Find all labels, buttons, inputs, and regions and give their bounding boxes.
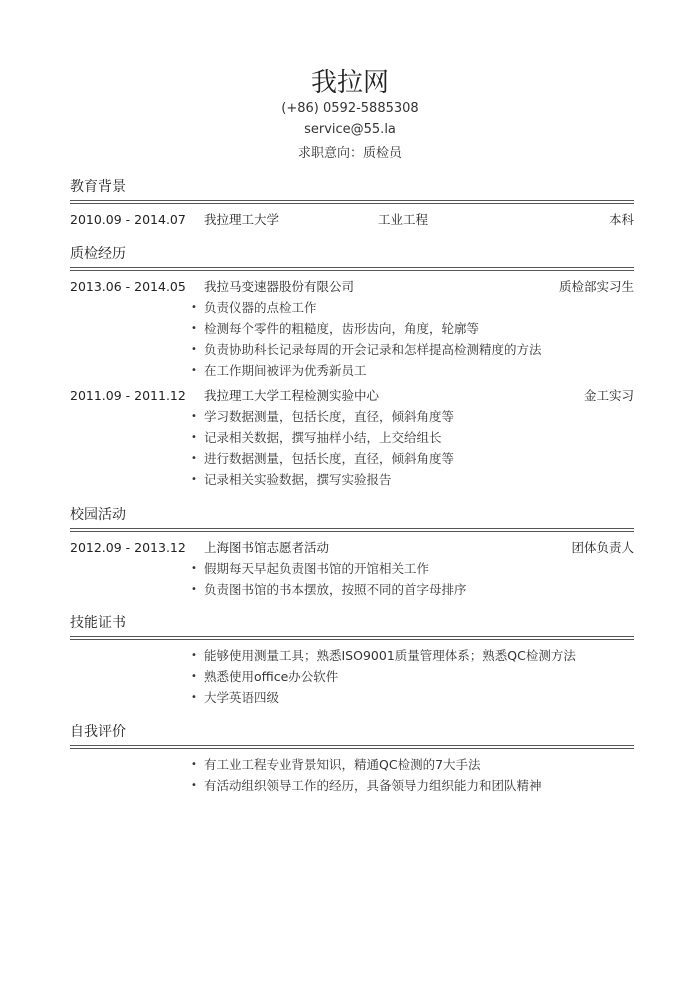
bullet-icon: • bbox=[191, 432, 197, 443]
list-item-text: 检测每个零件的粗糙度，齿形齿向，角度，轮廓等 bbox=[204, 321, 480, 336]
section-education bbox=[70, 177, 634, 230]
section-divider bbox=[70, 267, 634, 271]
bullet-icon: • bbox=[191, 344, 197, 355]
experience-row bbox=[70, 276, 634, 297]
list-item bbox=[70, 297, 634, 318]
list-item bbox=[70, 360, 634, 381]
list-item-text: 记录相关数据，撰写抽样小结，上交给组长 bbox=[204, 430, 442, 445]
bullet-icon: • bbox=[191, 302, 197, 313]
section-campus bbox=[70, 505, 634, 600]
campus-row bbox=[70, 537, 634, 558]
section-divider bbox=[70, 745, 634, 749]
bullet-icon: • bbox=[191, 474, 197, 485]
education-degree: 本科 bbox=[608, 212, 634, 227]
section-skills bbox=[70, 613, 634, 708]
campus-role: 团体负责人 bbox=[571, 540, 634, 555]
list-item bbox=[70, 427, 634, 448]
list-item bbox=[70, 448, 634, 469]
section-title: 技能证书 bbox=[70, 615, 126, 631]
bullet-icon: • bbox=[191, 584, 197, 595]
list-item-text: 记录相关实验数据，撰写实验报告 bbox=[204, 472, 392, 487]
list-item-text: 有活动组织领导工作的经历，具备领导力组织能力和团队精神 bbox=[204, 778, 542, 793]
section-title: 校园活动 bbox=[70, 507, 126, 523]
list-item bbox=[70, 754, 634, 775]
bullet-icon: • bbox=[191, 411, 197, 422]
campus-date: 2012.09 - 2013.12 bbox=[70, 540, 186, 555]
resume-name: 我拉网 bbox=[310, 68, 389, 98]
bullet-icon: • bbox=[191, 563, 197, 574]
list-item bbox=[70, 645, 634, 666]
list-item-text: 进行数据测量，包括长度，直径，倾斜角度等 bbox=[204, 451, 455, 466]
bullet-icon: • bbox=[191, 453, 197, 464]
contact-email: service@55.la bbox=[304, 122, 396, 137]
skills-bullets bbox=[70, 645, 634, 708]
list-item bbox=[70, 775, 634, 796]
campus-org: 上海图书馆志愿者活动 bbox=[204, 540, 330, 555]
bullet-icon: • bbox=[191, 780, 197, 791]
section-divider bbox=[70, 200, 634, 204]
bullet-icon: • bbox=[191, 692, 197, 703]
section-title: 质检经历 bbox=[70, 246, 126, 262]
list-item-text: 负责仪器的点检工作 bbox=[204, 300, 317, 315]
experience-row bbox=[70, 385, 634, 406]
list-item-text: 大学英语四级 bbox=[204, 690, 280, 705]
self-bullets bbox=[70, 754, 634, 796]
list-item-text: 假期每天早起负责图书馆的开馆相关工作 bbox=[204, 561, 430, 576]
education-major: 工业工程 bbox=[378, 212, 429, 227]
list-item bbox=[70, 687, 634, 708]
list-item-text: 在工作期间被评为优秀新员工 bbox=[204, 363, 367, 378]
education-row bbox=[70, 209, 634, 230]
bullet-icon: • bbox=[191, 365, 197, 376]
job-objective: 求职意向：质检员 bbox=[297, 146, 402, 161]
list-item bbox=[70, 406, 634, 427]
list-item bbox=[70, 339, 634, 360]
list-item bbox=[70, 666, 634, 687]
contact-phone: (+86) 0592-5885308 bbox=[281, 101, 419, 116]
experience-role: 金工实习 bbox=[583, 388, 634, 403]
list-item-text: 有工业工程专业背景知识，精通QC检测的7大手法 bbox=[204, 757, 481, 772]
education-school: 我拉理工大学 bbox=[204, 212, 280, 227]
section-title: 教育背景 bbox=[70, 179, 126, 195]
section-title: 自我评价 bbox=[70, 724, 126, 740]
list-item bbox=[70, 558, 634, 579]
experience-date: 2011.09 - 2011.12 bbox=[70, 388, 186, 403]
list-item-text: 能够使用测量工具；熟悉ISO9001质量管理体系；熟悉QC检测方法 bbox=[204, 648, 576, 663]
experience-org: 我拉理工大学工程检测实验中心 bbox=[204, 388, 380, 403]
bullet-icon: • bbox=[191, 759, 197, 770]
bullet-icon: • bbox=[191, 650, 197, 661]
bullet-icon: • bbox=[191, 671, 197, 682]
list-item bbox=[70, 469, 634, 490]
list-item-text: 熟悉使用office办公软件 bbox=[204, 669, 339, 684]
bullet-icon: • bbox=[191, 323, 197, 334]
list-item-text: 负责图书馆的书本摆放，按照不同的首字母排序 bbox=[204, 582, 467, 597]
experience-org: 我拉马变速器股份有限公司 bbox=[204, 279, 355, 294]
section-self-evaluation bbox=[70, 722, 634, 796]
experience-bullets bbox=[70, 406, 634, 490]
experience-bullets bbox=[70, 297, 634, 381]
section-experience bbox=[70, 244, 634, 490]
campus-bullets bbox=[70, 558, 634, 600]
list-item-text: 学习数据测量，包括长度，直径，倾斜角度等 bbox=[204, 409, 455, 424]
experience-date: 2013.06 - 2014.05 bbox=[70, 279, 186, 294]
list-item-text: 负责协助科长记录每周的开会记录和怎样提高检测精度的方法 bbox=[204, 342, 542, 357]
experience-role: 质检部实习生 bbox=[558, 279, 634, 294]
education-date: 2010.09 - 2014.07 bbox=[70, 212, 186, 227]
list-item bbox=[70, 318, 634, 339]
list-item bbox=[70, 579, 634, 600]
section-divider bbox=[70, 636, 634, 640]
section-divider bbox=[70, 528, 634, 532]
